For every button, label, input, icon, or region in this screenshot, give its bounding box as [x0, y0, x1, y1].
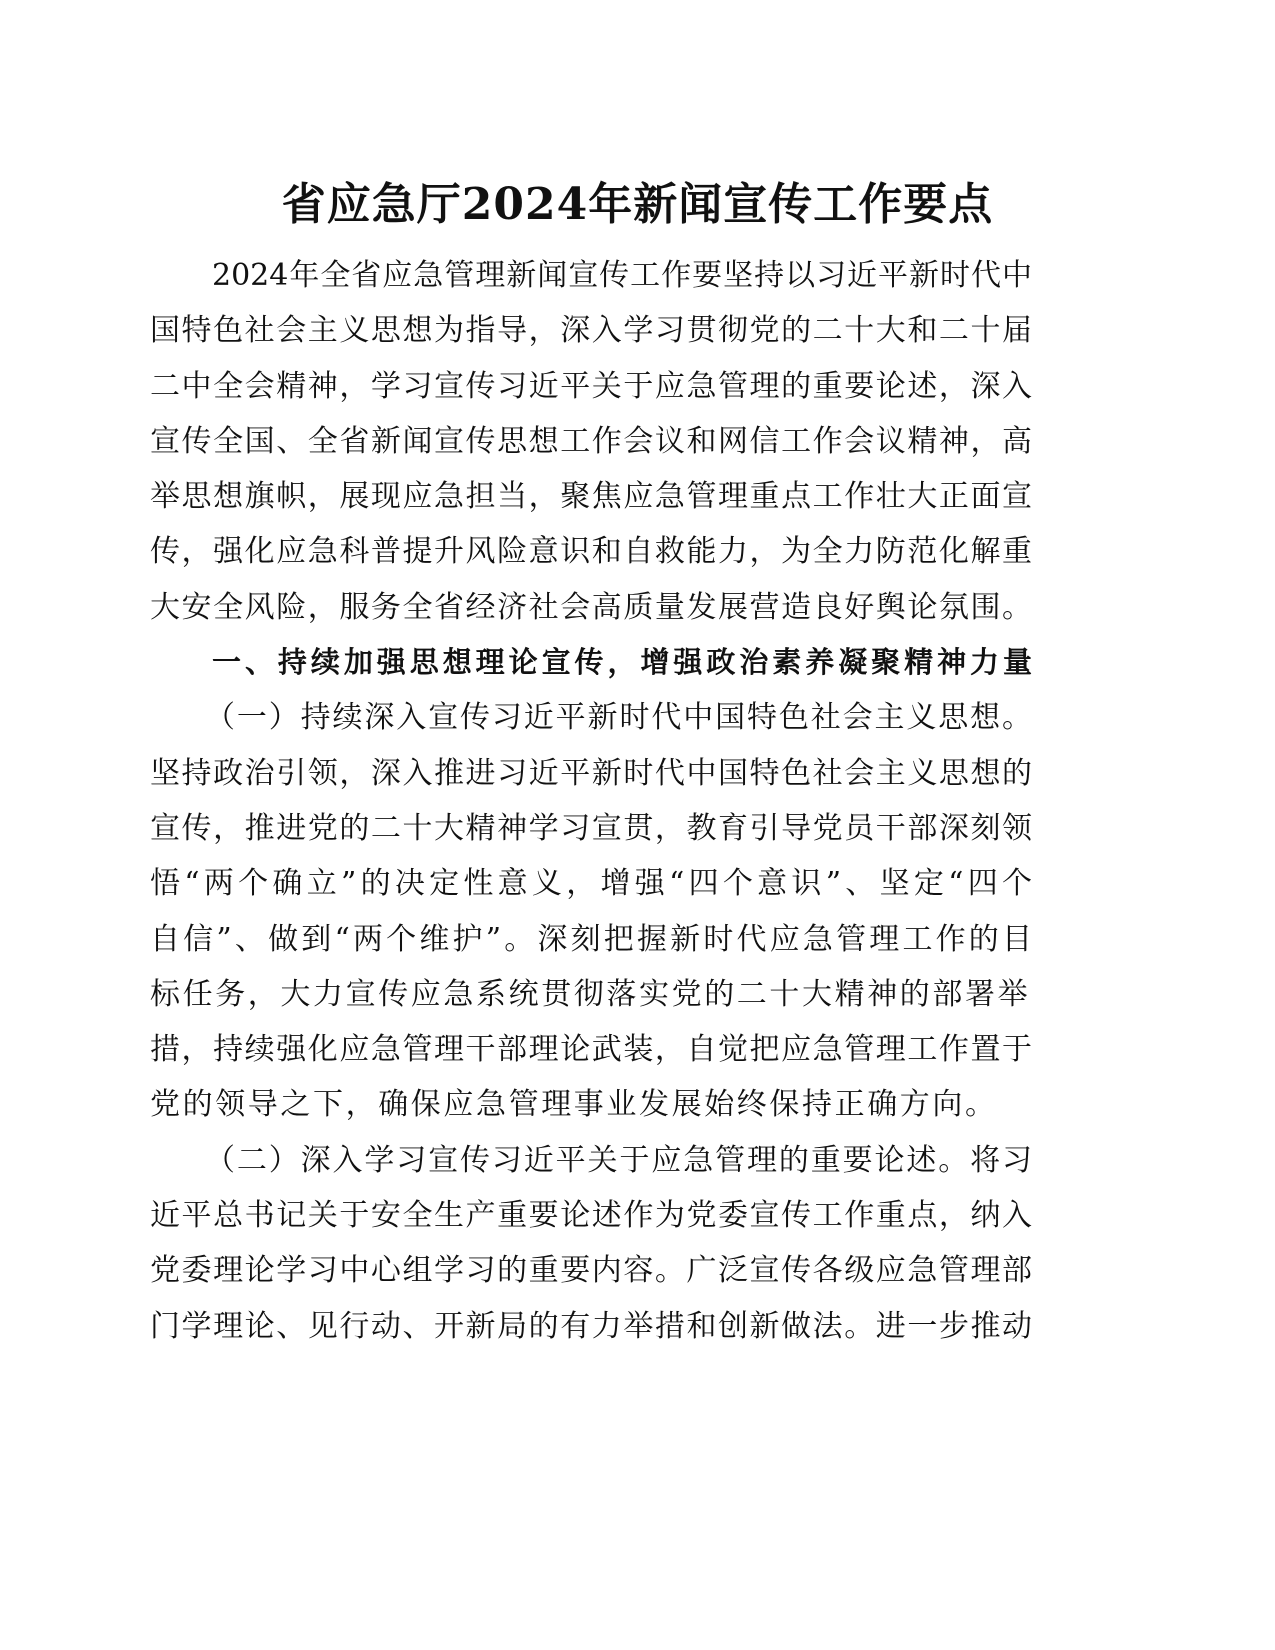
paragraph-line: 2024年全省应急管理新闻宣传工作要坚持以习近平新时代中 — [212, 258, 1032, 293]
paragraph-line: 二中全会精神，学习宣传习近平关于应急管理的重要论述，深入 — [150, 368, 1032, 404]
paragraph-line: 党委理论学习中心组学习的重要内容。广泛宣传各级应急管理部 — [150, 1253, 1032, 1289]
paragraph-line: 坚持政治引领，深入推进习近平新时代中国特色社会主义思想的 — [150, 755, 1032, 791]
paragraph-line: 传，强化应急科普提升风险意识和自救能力，为全力防范化解重 — [150, 534, 1032, 570]
section-heading: 一、持续加强思想理论宣传，增强政治素养凝聚精神力量 — [212, 645, 1032, 680]
subsection-heading-line: （二）深入学习宣传习近平关于应急管理的重要论述。将习 — [205, 1142, 1032, 1178]
paragraph-line: 自信”、做到“两个维护”。深刻把握新时代应急管理工作的目 — [150, 921, 1032, 957]
paragraph-line: 措，持续强化应急管理干部理论武装，自觉把应急管理工作置于 — [150, 1032, 1032, 1068]
document-body — [150, 248, 1032, 1354]
subsection-heading-line: （一）持续深入宣传习近平新时代中国特色社会主义思想。 — [205, 700, 1032, 736]
paragraph-line: 宣传全国、全省新闻宣传思想工作会议和网信工作会议精神，高 — [150, 423, 1032, 459]
paragraph-line: 悟“两个确立”的决定性意义，增强“四个意识”、坚定“四个 — [150, 866, 1032, 902]
paragraph-line: 国特色社会主义思想为指导，深入学习贯彻党的二十大和二十届 — [150, 313, 1032, 349]
paragraph-line: 举思想旗帜，展现应急担当，聚焦应急管理重点工作壮大正面宣 — [150, 479, 1032, 515]
paragraph-line: 门学理论、见行动、开新局的有力举措和创新做法。进一步推动 — [150, 1308, 1032, 1344]
document-title: 省应急厅2024年新闻宣传工作要点 — [281, 179, 994, 230]
paragraph-line: 大安全风险，服务全省经济社会高质量发展营造良好舆论氛围。 — [150, 589, 1032, 625]
paragraph-line: 宣传，推进党的二十大精神学习宣贯，教育引导党员干部深刻领 — [150, 810, 1032, 846]
paragraph-line: 党的领导之下，确保应急管理事业发展始终保持正确方向。 — [150, 1087, 998, 1123]
paragraph-line: 标任务，大力宣传应急系统贯彻落实党的二十大精神的部署举 — [150, 976, 1031, 1012]
paragraph-line: 近平总书记关于安全生产重要论述作为党委宣传工作重点，纳入 — [150, 1198, 1032, 1234]
